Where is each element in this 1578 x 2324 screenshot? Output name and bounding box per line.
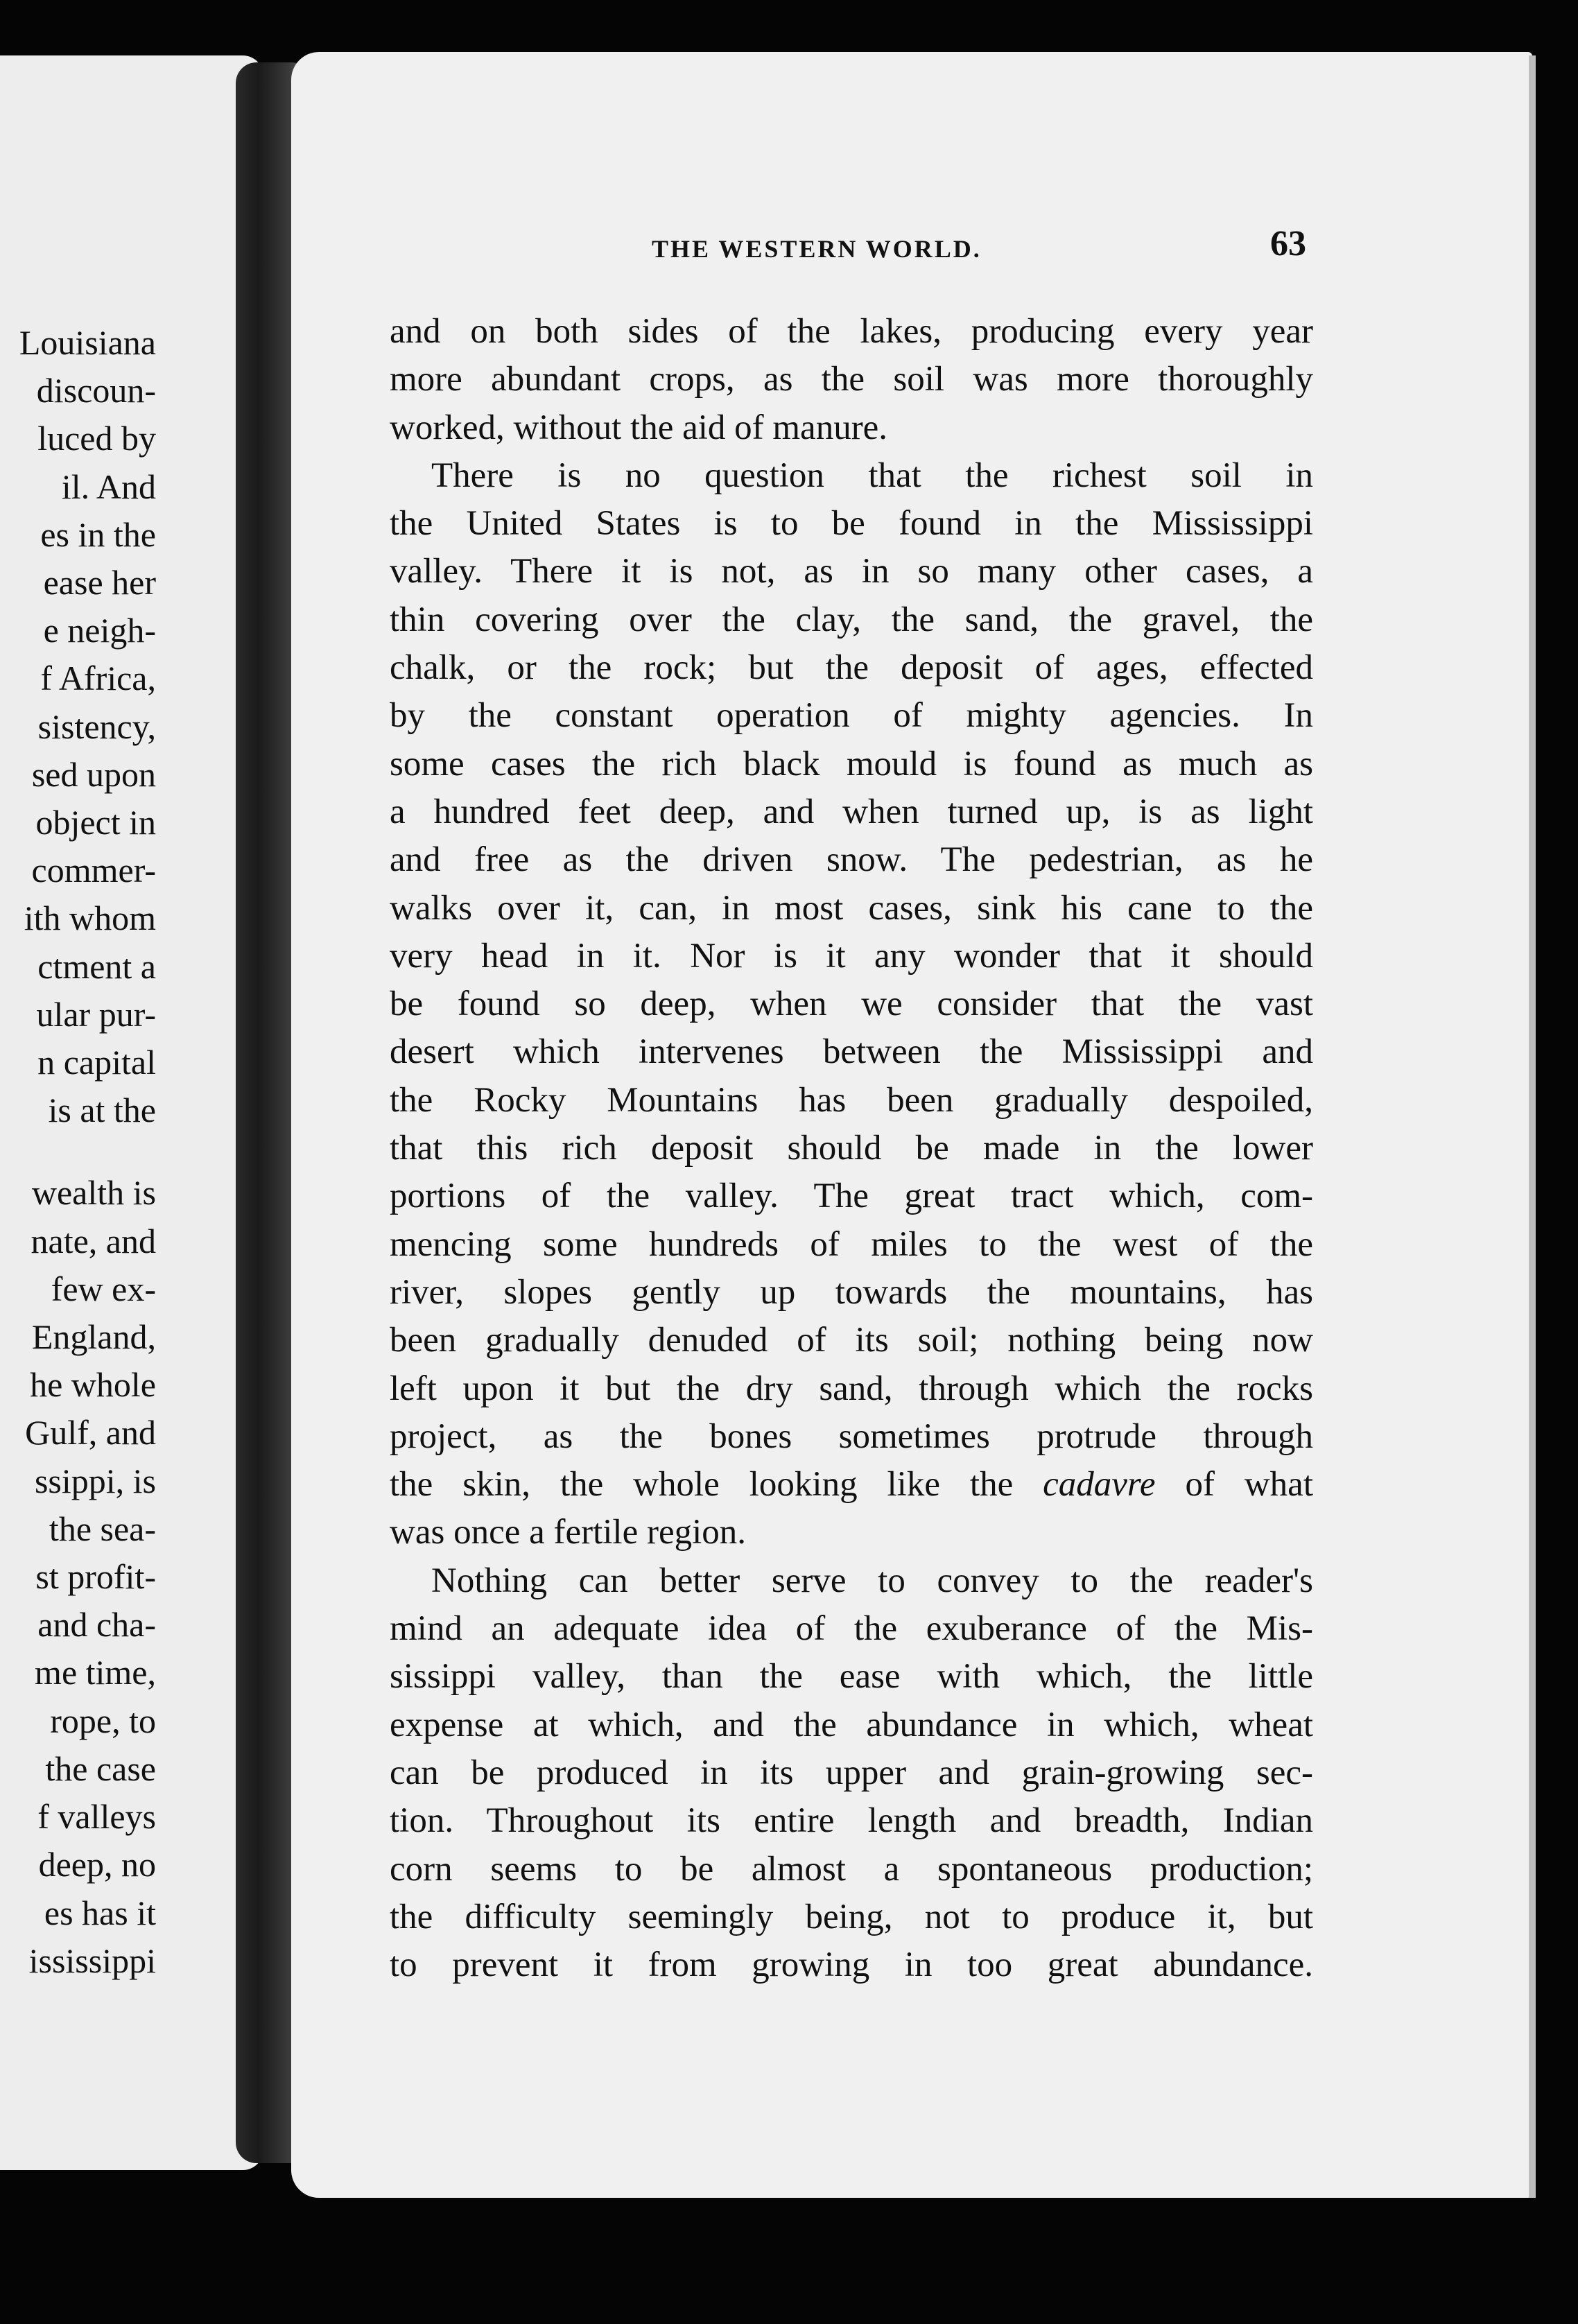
facing-page-text (0, 319, 156, 1985)
page-edge (1529, 55, 1536, 2198)
text-line: more abundant crops, as the soil was more thoroughly (390, 360, 1313, 399)
facing-page-line: and cha- (37, 1605, 156, 1645)
text-line: the Rocky Mountains has been gradually despoiled, (390, 1080, 1313, 1120)
text-line: to prevent it from growing in too great abundance. (390, 1945, 1313, 1985)
facing-page-line: he whole (30, 1365, 156, 1405)
facing-page-line: ular pur- (36, 994, 156, 1034)
facing-page-line: f Africa, (40, 659, 156, 698)
facing-page-line: f valleys (37, 1797, 156, 1837)
facing-page-line: sed upon (31, 754, 156, 794)
text-line: and on both sides of the lakes, producing every year (390, 312, 1313, 351)
text-line: river, slopes gently up towards the mountains, has (390, 1272, 1313, 1312)
text-line: the difficulty seemingly being, not to produce it, but (390, 1897, 1313, 1936)
text-line: chalk, or the rock; but the deposit of ages, effected (390, 648, 1313, 688)
text-line: been gradually denuded of its soil; nothing being now (390, 1321, 1313, 1360)
text-line: some cases the rich black mould is found as much as (390, 744, 1313, 783)
text-line: corn seems to be almost a spontaneous production; (390, 1849, 1313, 1889)
facing-page-line: me time, (35, 1653, 156, 1692)
facing-page-line: sistency, (37, 706, 156, 746)
facing-page-line: luced by (37, 419, 156, 458)
text-line: thin covering over the clay, the sand, the gravel, the (390, 600, 1313, 639)
facing-page-line: e neigh- (43, 611, 156, 650)
facing-page-line: is at the (48, 1091, 156, 1130)
facing-page-line: Gulf, and (25, 1413, 156, 1452)
text-line: worked, without the aid of manure. (390, 408, 888, 447)
facing-page-line: England, (31, 1317, 156, 1357)
text-line: mind an adequate idea of the exuberance of the Mis- (390, 1609, 1313, 1649)
text-line: walks over it, can, in most cases, sink his cane to the (390, 888, 1313, 928)
facing-page-line: deep, no (38, 1845, 156, 1884)
text-line: desert which intervenes between the Mississippi and (390, 1032, 1313, 1072)
running-head: THE WESTERN WORLD. (652, 235, 982, 263)
page-number: 63 (1270, 224, 1306, 263)
facing-page-line: ssippi, is (34, 1461, 156, 1500)
facing-page-line: ith whom (24, 899, 156, 938)
facing-page-line: es has it (44, 1893, 156, 1932)
facing-page-line: wealth is (31, 1173, 156, 1213)
text-line: left upon it but the dry sand, through which the rocks (390, 1369, 1313, 1408)
facing-page-line: object in (35, 803, 156, 842)
body-text (390, 308, 1313, 1989)
facing-page-line: ease her (43, 563, 156, 602)
facing-page-line: rope, to (50, 1701, 156, 1740)
facing-page-line: st profit- (35, 1557, 156, 1597)
facing-page-line: ctment a (37, 946, 156, 986)
facing-page-line: the case (45, 1749, 156, 1788)
text-line: mencing some hundreds of miles to the west of the (390, 1224, 1313, 1264)
text-line: was once a fertile region. (390, 1513, 747, 1552)
facing-page-line: commer- (31, 851, 156, 890)
facing-page-line: the sea- (49, 1509, 156, 1548)
text-line: that this rich deposit should be made in the lower (390, 1129, 1313, 1168)
text-line: and free as the driven snow. The pedestrian, as he (390, 840, 1313, 880)
facing-page-line: nate, and (31, 1221, 156, 1260)
text-line: There is no question that the richest soil in (431, 456, 1313, 495)
text-line: valley. There it is not, as in so many other cases, a (390, 552, 1313, 591)
facing-page-line: few ex- (51, 1269, 156, 1308)
text-line: by the constant operation of mighty agencies. In (390, 696, 1313, 736)
text-line: portions of the valley. The great tract which, com- (390, 1177, 1313, 1216)
text-line: be found so deep, when we consider that the vast (390, 985, 1313, 1024)
text-line (390, 1461, 1313, 1509)
text-line: expense at which, and the abundance in which, wheat (390, 1705, 1313, 1744)
facing-page-line: n capital (37, 1043, 156, 1082)
text-line: the United States is to be found in the Mississippi (390, 504, 1313, 544)
text-line: very head in it. Nor is it any wonder that it should (390, 936, 1313, 975)
facing-page-line: ississippi (28, 1941, 156, 1980)
facing-page-line: discoun- (36, 371, 156, 410)
text-line: project, as the bones sometimes protrude through (390, 1416, 1313, 1456)
text-line: sissippi valley, than the ease with which, the little (390, 1657, 1313, 1697)
facing-page-line: es in the (40, 514, 156, 554)
facing-page-line: il. And (61, 467, 156, 506)
text-segment: of what (1155, 1465, 1313, 1504)
text-line: can be produced in its upper and grain-growing sec- (390, 1753, 1313, 1792)
facing-page-left (0, 55, 263, 2170)
facing-page-line: Louisiana (19, 323, 156, 362)
text-line: tion. Throughout its entire length and breadth, Indian (390, 1801, 1313, 1841)
text-segment: the skin, the whole looking like the (390, 1465, 1043, 1504)
text-line: Nothing can better serve to convey to the reader's (431, 1561, 1313, 1600)
text-line: a hundred feet deep, and when turned up, is as light (390, 792, 1313, 831)
italic-word: cadavre (1043, 1465, 1156, 1504)
